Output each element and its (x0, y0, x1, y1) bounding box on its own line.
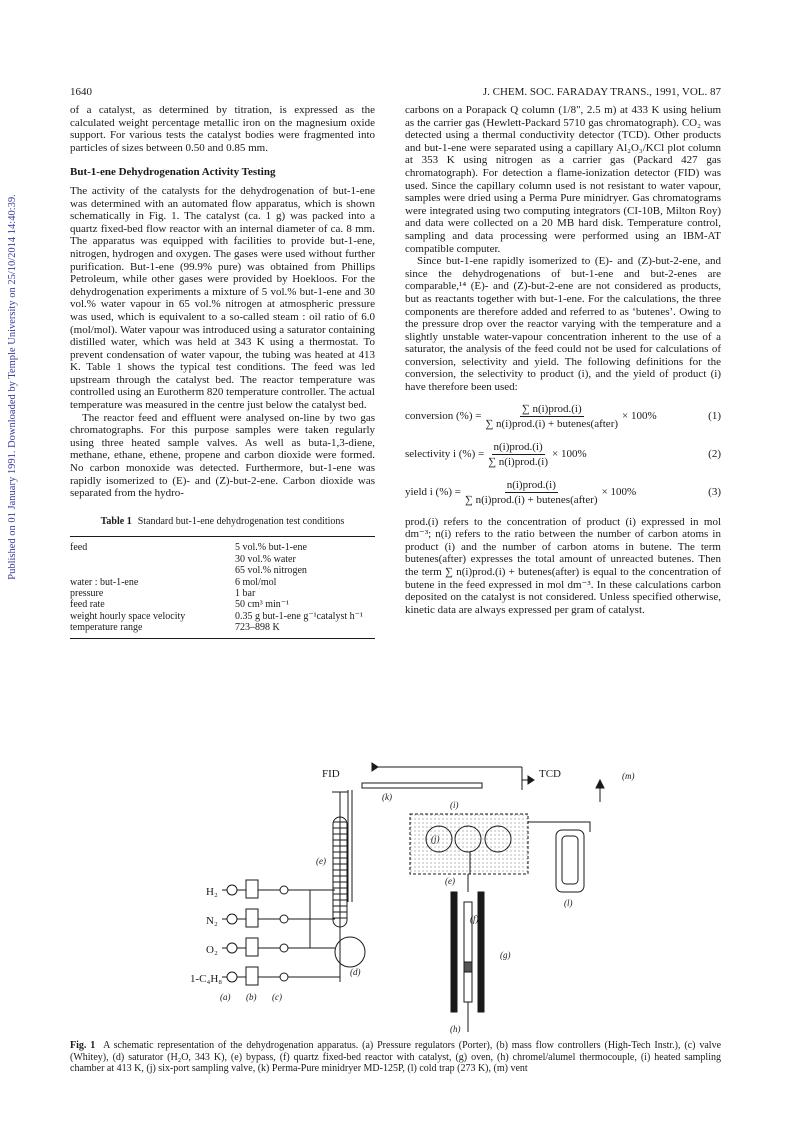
cold-trap (556, 830, 584, 892)
label-c: (c) (272, 992, 282, 1002)
table-row (70, 554, 375, 565)
table-cell-key: pressure (70, 588, 104, 600)
equation-numerator: n(i)prod.(i) (505, 479, 558, 494)
equation-denominator: ∑ n(i)prod.(i) + butenes(after) (465, 494, 598, 507)
table-cell-value: 5 vol.% but-1-ene (235, 542, 307, 554)
table-row (70, 588, 375, 599)
equation-numerator: ∑ n(i)prod.(i) (520, 403, 584, 418)
equation-fraction (465, 479, 598, 507)
table-cell-key (70, 554, 235, 565)
gas-lines (190, 880, 340, 985)
table-cell-value: 0.35 g but-1-ene g⁻¹catalyst h⁻¹ (235, 610, 363, 622)
label-d: (d) (350, 967, 361, 977)
mass-flow-controller (246, 909, 258, 927)
mass-flow-controller (246, 938, 258, 956)
fid-label: FID (322, 768, 340, 780)
label-e2: (e) (445, 876, 455, 886)
paragraph: carbons on a Porapack Q column (1/8", 2.5 m) at 433 K using helium as the carrier gas (Hewlett-Packard 5710 gas chromatograph). CO₂ was detected using a thermal conductivity detector (TCD). Other products and but-1-ene were separated using a capillary Al₂O₃/KCl plot column at 353 K using nitrogen as a carrier gas (Packard 427 gas chromatograph). For detection a flame-ionization detector (FID) was used. Since the capillary column used is not resistant to water vapour, samples were dried using a Perma Pure minidryer. Gas chromatograms were integrated using two computing integrators (CI-10B, Milton Roy) and data were collected on a 20 MB hard disk. Temperature control, sampling and data processing were performed using an IBM-AT compatible computer. (405, 104, 721, 255)
valve-icon (280, 886, 288, 894)
arrow-icon (528, 776, 534, 784)
table-cell-value: 65 vol.% nitrogen (235, 565, 307, 577)
table-label: Table 1 (100, 515, 132, 527)
equation-lhs: selectivity i (%) = (405, 448, 485, 461)
pressure-regulator (227, 914, 237, 924)
gas-label-n2: N₂ (206, 915, 218, 927)
paragraph: of a catalyst, as determined by titration, is expressed as the calculated weight percentage metallic iron on the magnesium oxide support. For various tests the catalyst bodies were fragmented into particles of sizes between 0.50 and 0.85 mm. (70, 104, 375, 154)
equation-lhs: conversion (%) = (405, 410, 482, 423)
journal-running-header: J. CHEM. SOC. FARADAY TRANS., 1991, VOL. 87 (482, 86, 721, 98)
table-row (70, 577, 375, 588)
saturator-tube (348, 790, 352, 902)
equation-number: (2) (708, 448, 721, 461)
label-a: (a) (220, 992, 231, 1002)
valve-icon (280, 973, 288, 981)
label-e: (e) (316, 856, 326, 866)
label-g: (g) (500, 950, 511, 960)
equation-yield (405, 474, 721, 512)
equation-lhs: yield i (%) = (405, 486, 461, 499)
page-number: 1640 (70, 86, 92, 98)
equations (405, 398, 721, 512)
label-i: (i) (450, 800, 459, 810)
table-row (70, 565, 375, 576)
equation-conversion (405, 398, 721, 436)
gas-label-butene: 1-C₄H₈ (190, 973, 223, 985)
equation-denominator: ∑ n(i)prod.(i) + butenes(after) (485, 418, 619, 431)
arrow-icon (372, 763, 378, 771)
right-column (405, 104, 721, 616)
pressure-regulator (227, 943, 237, 953)
section-heading: But-1-ene Dehydrogenation Activity Testing (70, 166, 276, 179)
catalyst-bed (464, 962, 472, 972)
table-cell-key (70, 565, 235, 576)
table-cell-key: water : but-1-ene (70, 576, 139, 588)
equation-number: (1) (708, 410, 721, 423)
paragraph: The reactor feed and effluent were analysed on-line by two gas chromatographs. For this purpose samples were taken regularly using three heated sample valves. As well as buta-1,3-diene, methane, ethane, ethene, propene and carbon dioxide were formed. No carbon monoxide was detected. Furthermore, but-1-ene was rapidly isomerized to (E)- and (Z)-but-2-ene. Carbon dioxide was separated from the hydro- (70, 411, 375, 500)
arrow-up-icon (596, 780, 604, 788)
table-cell-key: feed rate (70, 599, 105, 611)
label-h: (h) (450, 1024, 461, 1034)
left-column (70, 104, 375, 639)
pressure-regulator (227, 885, 237, 895)
table-row (70, 622, 375, 633)
table-cell-value: 1 bar (235, 588, 256, 600)
figure-label: Fig. 1 (70, 1040, 96, 1051)
equation-numerator: n(i)prod.(i) (492, 441, 545, 456)
table-cell-key: temperature range (70, 622, 143, 634)
mass-flow-controller (246, 880, 258, 898)
paragraph: prod.(i) refers to the concentration of product (i) expressed in mol dm⁻³; n(i) refers to the ratio between the number of carbon atoms in product (i) and the number of carbon atoms in butene. The term butenes(after) expresses the total amount of unreacted butenes. Then the term ∑ n(i)prod.(i) + butenes(after) is equal to the concentration of butene in the feed expressed in mol dm⁻³. In these calculations carbon deposited on the catalyst is not considered. Unless specified otherwise, kinetic data are always expressed per gram of catalyst. (405, 515, 721, 616)
equation-number: (3) (708, 486, 721, 499)
minidryer-tube (362, 783, 482, 788)
download-notice-sidebar: Published on 01 January 1991. Downloaded by Temple University on 25/10/2014 14:40:39. (7, 194, 18, 580)
equation-factor: × 100% (601, 486, 637, 499)
oven-wall (478, 892, 484, 1012)
table-cell-value: 723–898 K (235, 622, 280, 634)
equation-fraction (485, 403, 618, 431)
equation-selectivity (405, 436, 721, 474)
valve-icon (280, 944, 288, 952)
table-cell-value: 30 vol.% water (235, 553, 296, 565)
equation-factor: × 100% (622, 410, 657, 423)
valve-icon (280, 915, 288, 923)
pressure-regulator (227, 972, 237, 982)
table-cell-key: feed (70, 542, 88, 554)
table-caption (70, 516, 375, 529)
table-row (70, 542, 375, 553)
equation-denominator: ∑ n(i)prod.(i) (488, 456, 548, 469)
equation-fraction (488, 441, 548, 469)
figure-caption (70, 1040, 721, 1075)
cold-trap-inner (562, 836, 578, 884)
paragraph: The activity of the catalysts for the dehydrogenation of but-1-ene was determined with an automated flow apparatus, which is shown schematically in Fig. 1. The catalyst (ca. 1 g) was packed into a quartz fixed-bed flow reactor with an internal diameter of ca. 8 mm. The apparatus was equipped with facilities to provide but-1-ene, nitrogen, hydrogen and oxygen. The gases were used without further purification. But-1-ene (99.9% pure) was obtained from Phillips Petroleum, while other gases were provided by Hoekloos. For the dehydrogenation experiments a mixture of 5 vol.% but-1-ene and 30 vol.% water vapour in 65 vol.% nitrogen at atmospheric pressure was used, which is equivalent to a so-called steam : oil ratio of 6.0 (mol/mol). Water vapour was introduced using a saturator containing distilled water, which was held at 343 K using a thermostat. To prevent condensation of water vapour, the tubing was heated at 413 K. Table 1 shows the typical test conditions. The feed was led upstream through the catalyst bed. The reactor temperature was controlled using an Eurotherm 820 temperature controller. The actual temperature was measured in the centre just below the catalyst bed. (70, 184, 375, 412)
figure-caption-text: A schematic representation of the dehydrogenation apparatus. (a) Pressure regulators (Porter), (b) mass flow controllers (High-Tech Instr.), (c) valve (Whitey), (d) saturator (H₂O, 343 K), (e) bypass, (f) quartz fixed-bed reactor with catalyst, (g) oven, (h) chromel/alumel thermocouple, (i) heated sampling chamber at 413 K, (j) six-port sampling valve, (k) Perma-Pure minidryer MD-125P, (l) cold trap (273 K), (m) vent (70, 1040, 722, 1074)
paragraph: Since but-1-ene rapidly isomerized to (E)- and (Z)-but-2-ene, and since the dehydrogenations of but-1-ene and but-2-enes are comparable,¹⁴ (E)- and (Z)-but-2-ene are not considered as products, but as reactants together with but-1-ene. For the calculations, the three components are therefore added and referred to as ‘butenes’. Owing to the pressure drop over the reactor varying with the temperature and a slightly unstable water-vapour concentration inherent to the use of a saturator, the analysis of the feed could not be used for calculations of conversion, selectivity and yield. The following definitions for the conversion, the selectivity to product (i), and the yield of product (i) have therefore been used: (405, 255, 721, 394)
gas-label-o2: O₂ (206, 944, 218, 956)
gas-label-h2: H₂ (206, 886, 218, 898)
table-cell-value: 6 mol/mol (235, 576, 277, 588)
apparatus-schematic (150, 762, 635, 1034)
label-m: (m) (622, 771, 635, 781)
label-k: (k) (382, 792, 392, 802)
table-row (70, 611, 375, 622)
tcd-label: TCD (539, 768, 561, 780)
table-cell-value: 50 cm³ min⁻¹ (235, 599, 290, 611)
label-f: (f) (470, 914, 479, 924)
label-l: (l) (564, 898, 573, 908)
label-j: (j) (431, 834, 440, 844)
table-title: Standard but-1-ene dehydrogenation test conditions (137, 515, 345, 527)
table-row (70, 599, 375, 610)
table-cell-key: weight hourly space velocity (70, 610, 186, 622)
oven-wall (451, 892, 457, 1012)
conditions-table (70, 536, 375, 638)
equation-factor: × 100% (552, 448, 587, 461)
gas-line (222, 890, 340, 977)
label-b: (b) (246, 992, 257, 1002)
mass-flow-controller (246, 967, 258, 985)
